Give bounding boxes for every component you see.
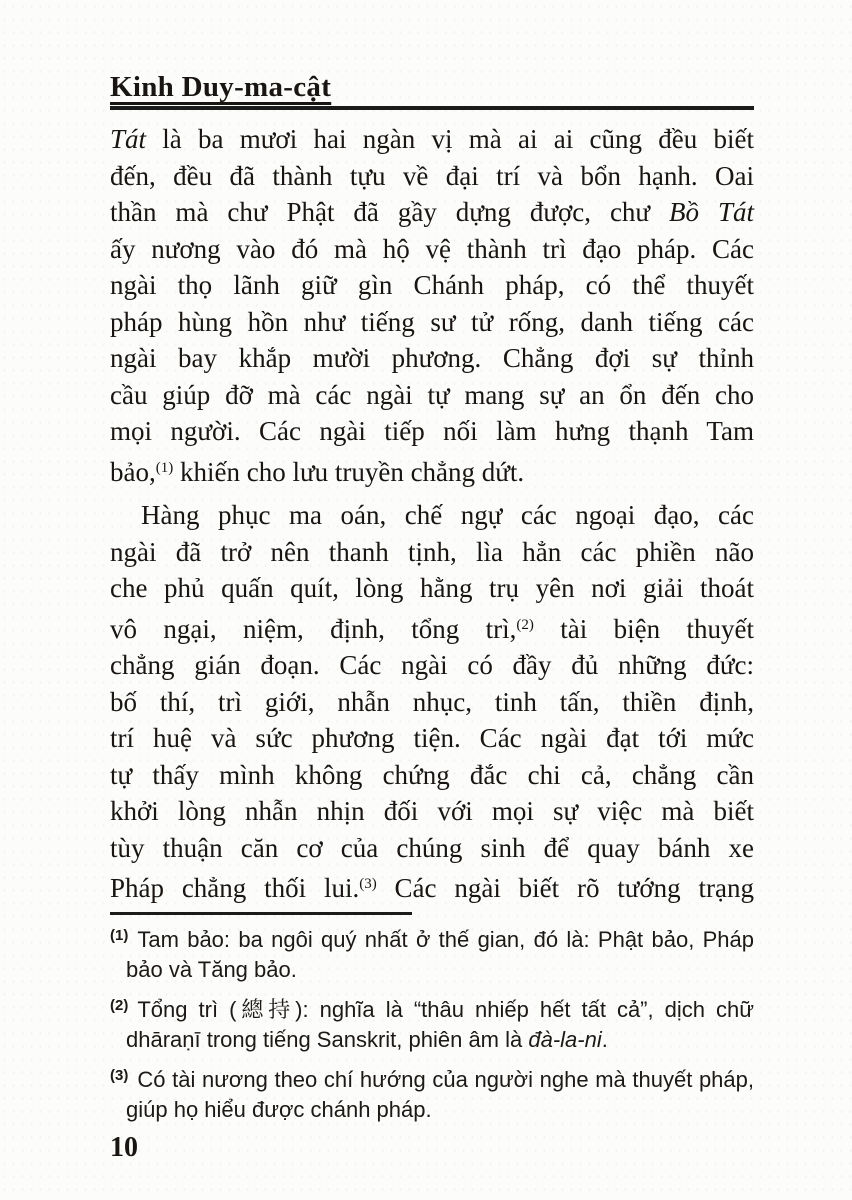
text-segment: bố thí, trì giới, nhẫn nhục, tinh tấn, thiền định, bbox=[110, 686, 754, 717]
text-segment: cầu giúp đỡ mà các ngài tự mang sự an ổn đến cho bbox=[110, 379, 754, 410]
text-segment: pháp hùng hồn như tiếng sư tử rống, danh tiếng các bbox=[110, 306, 754, 337]
text-segment: Tát bbox=[110, 124, 147, 154]
text-segment: thần mà chư Phật đã gầy dựng được, chư bbox=[110, 197, 670, 227]
footnote-reference: (2) bbox=[516, 616, 534, 633]
footnote-reference: (3) bbox=[359, 876, 377, 892]
text-segment: khởi lòng nhẫn nhịn đối với mọi sự việc mà biết bbox=[110, 796, 754, 826]
paragraph bbox=[110, 121, 754, 490]
text-segment: ngài đã trở nên thanh tịnh, lìa hẳn các phiền não bbox=[110, 536, 754, 567]
text-line bbox=[110, 720, 754, 757]
text-line bbox=[110, 267, 754, 304]
body-text bbox=[110, 121, 754, 907]
text-segment: Tam bảo: ba ngôi quý nhất ở thế gian, đó là: Phật bảo, Pháp bbox=[137, 926, 754, 952]
text-line bbox=[110, 194, 754, 231]
text-segment: trí huệ và sức phương tiện. Các ngài đạt tới mức bbox=[110, 723, 754, 753]
footnote-line bbox=[110, 921, 754, 955]
page-content bbox=[110, 72, 754, 1165]
text-segment: ngài thọ lãnh giữ gìn Chánh pháp, có thể thuyết bbox=[110, 270, 754, 300]
text-segment: Pháp chẳng thối lui. bbox=[110, 873, 360, 903]
text-segment: giúp họ hiểu được chánh pháp. bbox=[126, 1096, 432, 1122]
text-segment: chẳng gián đoạn. Các ngài có đầy đủ những đức: bbox=[110, 650, 754, 680]
footnote-separator-rule bbox=[110, 912, 412, 915]
running-header-title: Kinh Duy-ma-cật bbox=[110, 71, 332, 103]
footnote-marker: (1) bbox=[110, 926, 129, 944]
text-line bbox=[110, 497, 754, 534]
text-segment: ngài bay khắp mười phương. Chẳng đợi sự thỉnh bbox=[110, 343, 754, 373]
running-header bbox=[110, 72, 754, 110]
text-line bbox=[110, 450, 754, 491]
text-line bbox=[110, 684, 754, 721]
footnote-line bbox=[126, 955, 754, 985]
footnote-item bbox=[110, 921, 754, 985]
text-segment: khiến cho lưu truyền chẳng dứt. bbox=[173, 456, 525, 487]
footnote-line bbox=[110, 991, 754, 1025]
text-segment: đến, đều đã thành tựu về đại trí và bổn hạnh. Oai bbox=[110, 160, 754, 191]
text-segment: mọi người. Các ngài tiếp nối làm hưng thạnh Tam bbox=[110, 416, 754, 446]
paragraph bbox=[110, 497, 754, 907]
text-segment: tự thấy mình không chứng đắc chi cả, chẳng cần bbox=[110, 759, 754, 790]
text-line bbox=[110, 866, 754, 907]
text-line bbox=[110, 413, 754, 450]
text-segment: che phủ quấn quít, lòng hằng trụ yên nơi giải thoát bbox=[110, 573, 754, 603]
text-segment: tài biện thuyết bbox=[533, 613, 754, 644]
text-line bbox=[110, 534, 754, 571]
text-line bbox=[110, 304, 754, 341]
text-segment: Tổng trì (總持): nghĩa là “thâu nhiếp hết tất cả”, dịch chữ bbox=[137, 996, 754, 1022]
footnote-line bbox=[110, 1061, 754, 1095]
text-segment: ấy nương vào đó mà hộ vệ thành trì đạo pháp. Các bbox=[110, 233, 754, 264]
text-segment: đà-la-ni bbox=[528, 1026, 602, 1052]
text-segment: Các ngài biết rõ tướng trạng bbox=[376, 873, 754, 903]
text-segment: Có tài nương theo chí hướng của người nghe mà thuyết pháp, bbox=[137, 1066, 754, 1092]
text-line bbox=[110, 121, 754, 158]
text-line bbox=[110, 158, 754, 195]
text-segment: Bồ Tát bbox=[669, 197, 754, 227]
text-segment: bảo, bbox=[110, 456, 156, 487]
text-line bbox=[110, 607, 754, 648]
text-line bbox=[110, 570, 754, 607]
text-line bbox=[110, 647, 754, 684]
text-segment: bảo và Tăng bảo. bbox=[126, 956, 297, 982]
text-line bbox=[110, 757, 754, 794]
text-line bbox=[110, 340, 754, 377]
text-segment: là ba mươi hai ngàn vị mà ai ai cũng đều biết bbox=[146, 124, 754, 154]
text-segment: tùy thuận căn cơ của chúng sinh để quay bánh xe bbox=[110, 832, 754, 863]
text-line bbox=[110, 793, 754, 830]
text-segment: Hàng phục ma oán, chế ngự các ngoại đạo, các bbox=[141, 500, 754, 530]
footnote-marker: (3) bbox=[110, 1066, 129, 1084]
text-line bbox=[110, 231, 754, 268]
footnote-item bbox=[110, 1061, 754, 1125]
footnote-line bbox=[126, 1025, 754, 1055]
footnote-line bbox=[126, 1095, 754, 1125]
text-line bbox=[110, 830, 754, 867]
page-number: 10 bbox=[110, 1131, 138, 1163]
footnotes-section bbox=[110, 921, 754, 1125]
footnote-reference: (1) bbox=[155, 459, 174, 476]
text-segment: . bbox=[601, 1026, 608, 1052]
text-segment: dhāraṇī trong tiếng Sanskrit, phiên âm là bbox=[126, 1026, 529, 1052]
text-segment: vô ngại, niệm, định, tổng trì, bbox=[110, 613, 517, 644]
footnote-marker: (2) bbox=[110, 996, 129, 1014]
footnote-item bbox=[110, 991, 754, 1055]
text-line bbox=[110, 377, 754, 414]
